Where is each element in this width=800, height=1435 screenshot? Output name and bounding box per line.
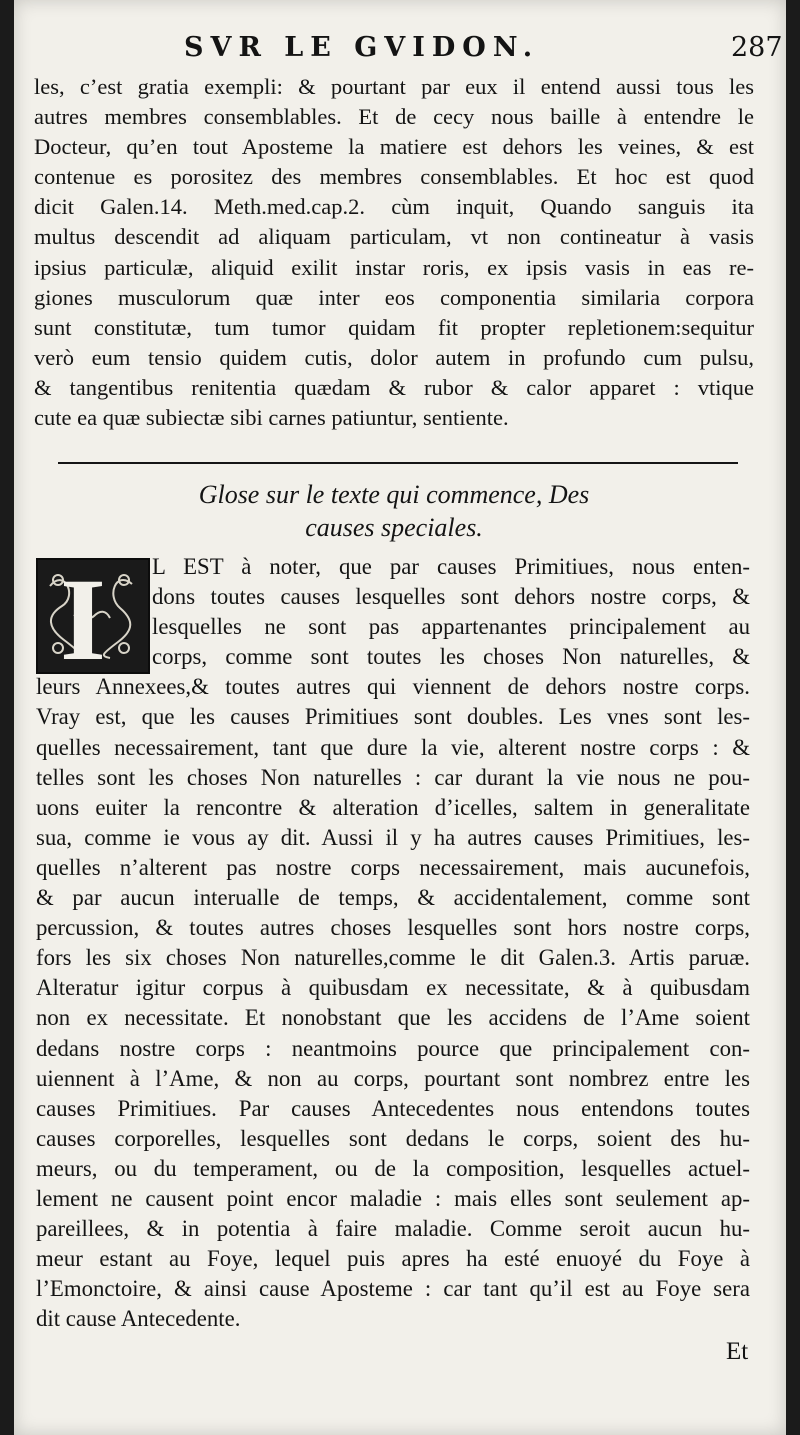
text-line: meurs, ou du temperament, ou de la composition, lesquelles actuel- xyxy=(36,1155,750,1181)
gloss-heading xyxy=(74,478,714,544)
text-line: ipsius particulæ, aliquid exilit instar roris, ex ipsis vasis in eas re- xyxy=(34,254,754,280)
text-line: causes Primitiues. Par causes Antecedentes nous entendons toutes xyxy=(36,1095,750,1121)
text-line: non ex necessitate. Et nonobstant que les accidens de l’Ame soient xyxy=(36,1005,750,1031)
text-line: autres membres consemblables. Et de cecy nous baille à entendre le xyxy=(34,104,754,130)
text-line: uons euiter la rencontre & alteration d’icelles, saltem in generalitate xyxy=(36,794,750,820)
text-line: dedans nostre corps : neantmoins pource que principalement con- xyxy=(36,1035,750,1061)
text-line: giones musculorum quæ inter eos componentia similaria corpora xyxy=(34,284,754,310)
page-header xyxy=(14,30,786,70)
text-line: sua, comme ie vous ay dit. Aussi il y ha autres causes Primitiues, les- xyxy=(36,824,750,850)
text-line: dons toutes causes lesquelles sont dehors nostre corps, & xyxy=(152,584,750,610)
text-line: telles sont les choses Non naturelles : car durant la vie nous ne pou- xyxy=(36,764,750,790)
text-line: sunt constitutæ, tum tumor quidam fit propter repletionem:sequitur xyxy=(34,314,754,340)
text-line: les, c’est gratia exempli: & pourtant par eux il entend aussi tous les xyxy=(34,74,754,99)
initial-letter: I xyxy=(60,554,106,685)
text-line: lement ne causent point encor maladie : mais elles sont seulement ap- xyxy=(36,1185,750,1211)
catchword: Et xyxy=(726,1338,749,1365)
text-line: meur estant au Foye, lequel puis apres ha esté enuoyé du Foye à xyxy=(36,1246,750,1272)
text-line: corps, comme sont toutes les choses Non naturelles, & xyxy=(152,644,750,670)
text-line: Vray est, que les causes Primitiues sont doubles. Les vnes sont les- xyxy=(36,704,750,730)
text-line: pareillees, & in potentia à faire maladie. Comme seroit aucun hu- xyxy=(36,1216,750,1242)
section-divider xyxy=(58,462,738,464)
top-paragraph xyxy=(34,72,754,433)
text-line: causes corporelles, lesquelles sont dedans le corps, soient des hu- xyxy=(36,1125,750,1151)
text-line: fors les six choses Non naturelles,comme le dit Galen.3. Artis paruæ. xyxy=(36,945,750,971)
text-line: l’Emonctoire, & ainsi cause Aposteme : car tant qu’il est au Foye sera xyxy=(36,1276,750,1302)
text-line: lesquelles ne sont pas appartenantes principalement au xyxy=(152,614,750,640)
text-line: dit cause Antecedente. xyxy=(36,1306,241,1332)
text-line: quelles necessairement, tant que dure la vie, alterent nostre corps : & xyxy=(36,734,750,760)
gloss-heading-line: Glose sur le texte qui commence, Des xyxy=(198,480,590,509)
text-line: & par aucun interualle de temps, & accidentalement, comme sont xyxy=(36,885,750,911)
text-line: contenue es porositez des membres consemblables. Et hoc est quod xyxy=(34,164,754,190)
gloss-heading-line: causes speciales. xyxy=(305,513,483,542)
text-line: & tangentibus renitentia quædam & rubor & calor apparet : vtique xyxy=(34,374,754,400)
gloss-paragraph xyxy=(36,552,750,1334)
running-title: SVR LE GVIDON. xyxy=(184,32,540,63)
book-page xyxy=(14,0,786,1435)
text-line: percussion, & toutes autres choses lesquelles sont hors nostre corps, xyxy=(36,915,750,941)
text-line: cute ea quæ subiectæ sibi carnes patiuntur, sentiente. xyxy=(34,405,509,431)
text-line: Docteur, qu’en tout Aposteme la matiere est dehors les veines, & est xyxy=(34,134,754,160)
page-number: 287 xyxy=(731,32,783,63)
text-line: multus descendit ad aliquam particulam, vt non contineatur à vasis xyxy=(34,224,754,250)
text-line: uiennent à l’Ame, & non au corps, pourtant sont nombrez entre les xyxy=(36,1065,750,1091)
text-line: verò eum tensio quidem cutis, dolor autem in profundo cum pulsu, xyxy=(34,344,754,370)
text-line: quelles n’alterent pas nostre corps necessairement, mais aucunefois, xyxy=(36,854,750,880)
text-line: dicit Galen.14. Meth.med.cap.2. cùm inquit, Quando sanguis ita xyxy=(34,194,754,220)
text-line: leurs Annexees,& toutes autres qui viennent de dehors nostre corps. xyxy=(36,674,750,700)
text-line: L EST à noter, que par causes Primitiues, nous enten- xyxy=(152,554,750,579)
text-line: Alteratur igitur corpus à quibusdam ex necessitate, & à quibusdam xyxy=(36,975,750,1001)
